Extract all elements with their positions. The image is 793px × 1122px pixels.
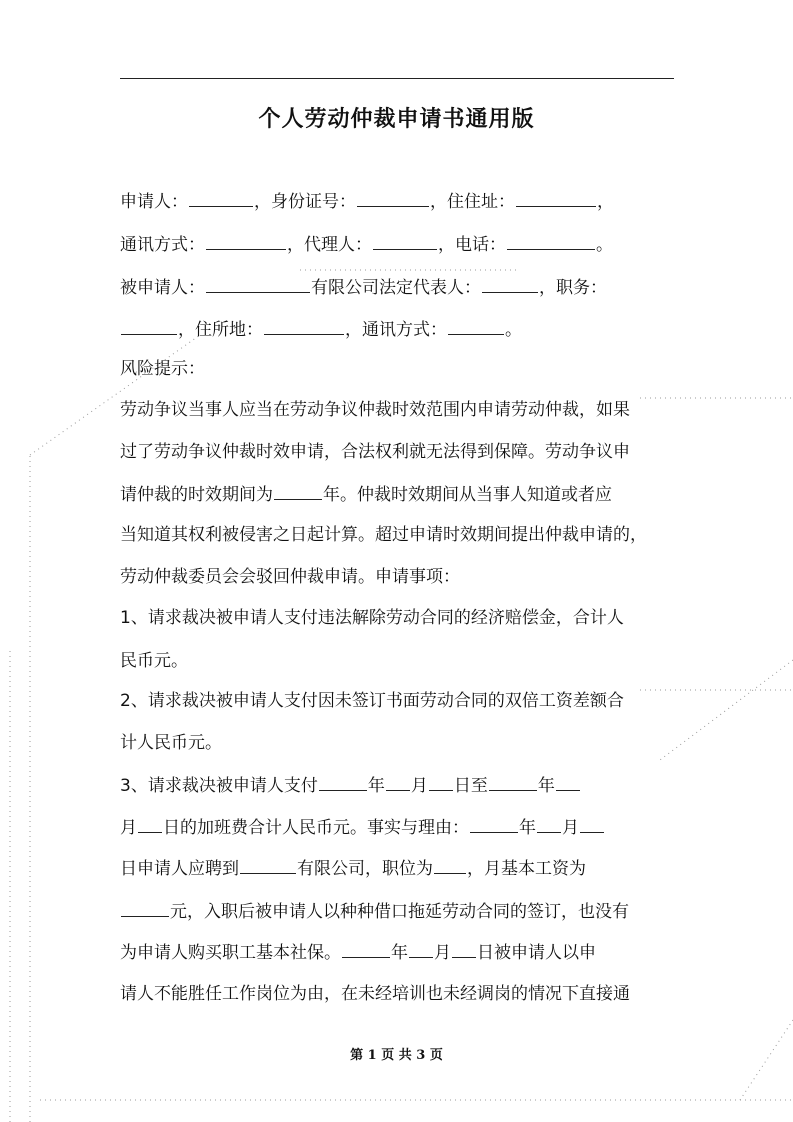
header-rule [120,78,674,79]
fill-in-blank [357,190,429,207]
text-line: 民币元。 [120,651,188,671]
text-line: 月 日的加班费合计人民币元。事实与理由： 年 月 [120,816,605,839]
fill-in-blank [434,857,466,874]
fill-in-blank [206,276,310,293]
text-line: 劳动仲裁委员会会驳回仲裁申请。申请事项： [120,567,460,587]
text-line: 日申请人应聘到 有限公司，职位为 ，月基本工资为 [120,859,586,879]
fill-in-blank [386,774,410,791]
document-title: 个人劳动仲裁申请书通用版 [258,107,535,132]
text-line: 风险提示： [120,359,205,379]
fill-in-blank [516,190,596,207]
text-line: 1、请求裁决被申请人支付违法解除劳动合同的经济赔偿金，合计人 [120,608,624,628]
text-line: 被申请人： 有限公司法定代表人： ，职务： [120,278,607,298]
fill-in-blank [482,276,538,293]
fill-in-blank [556,774,580,791]
fill-in-blank [189,190,253,207]
text-line: 元，入职后被申请人以种种借口拖延劳动合同的签订，也没有 [120,900,629,923]
fill-in-blank [409,941,433,958]
fill-in-blank [342,941,390,958]
fill-in-blank [206,233,286,250]
text-line: 为申请人购买职工基本社保。 年 月 日被申请人以申 [120,943,596,963]
fill-in-blank [121,900,169,917]
fill-in-blank [429,774,453,791]
text-line: 申请人： ，身份证号： ，住住址： ， [120,192,614,212]
text-line: 劳动争议当事人应当在劳动争议仲裁时效范围内申请劳动仲裁，如果 [120,400,630,420]
fill-in-blank [580,816,604,833]
text-line: 请仲裁的时效期间为 年。仲裁时效期间从当事人知道或者应 [120,485,612,505]
fill-in-blank [319,774,367,791]
text-line: ，住所地： ，通讯方式： 。 [120,318,522,341]
text-line: 计人民币元。 [120,733,222,753]
text-line: 2、请求裁决被申请人支付因未签订书面劳动合同的双倍工资差额合 [120,691,624,711]
fill-in-blank [138,816,162,833]
page-footer: 第 1 页 共 3 页 [350,1048,443,1063]
fill-in-blank [373,233,437,250]
fill-in-blank [264,318,344,335]
text-line: 当知道其权利被侵害之日起计算。超过申请时效期间提出仲裁申请的， [120,525,647,545]
fill-in-blank [274,483,322,500]
text-line: 通讯方式： ，代理人： ，电话： 。 [120,235,613,255]
fill-in-blank [537,816,561,833]
fill-in-blank [489,774,537,791]
fill-in-blank [121,318,177,335]
text-line: 过了劳动争议仲裁时效申请，合法权利就无法得到保障。劳动争议申 [120,442,630,462]
text-line: 请人不能胜任工作岗位为由，在未经培训也未经调岗的情况下直接通 [120,984,630,1004]
fill-in-blank [240,857,296,874]
fill-in-blank [470,816,518,833]
fill-in-blank [507,233,595,250]
fill-in-blank [448,318,504,335]
text-line: 3、请求裁决被申请人支付 年 月 日至 年 [120,774,581,797]
fill-in-blank [452,941,476,958]
